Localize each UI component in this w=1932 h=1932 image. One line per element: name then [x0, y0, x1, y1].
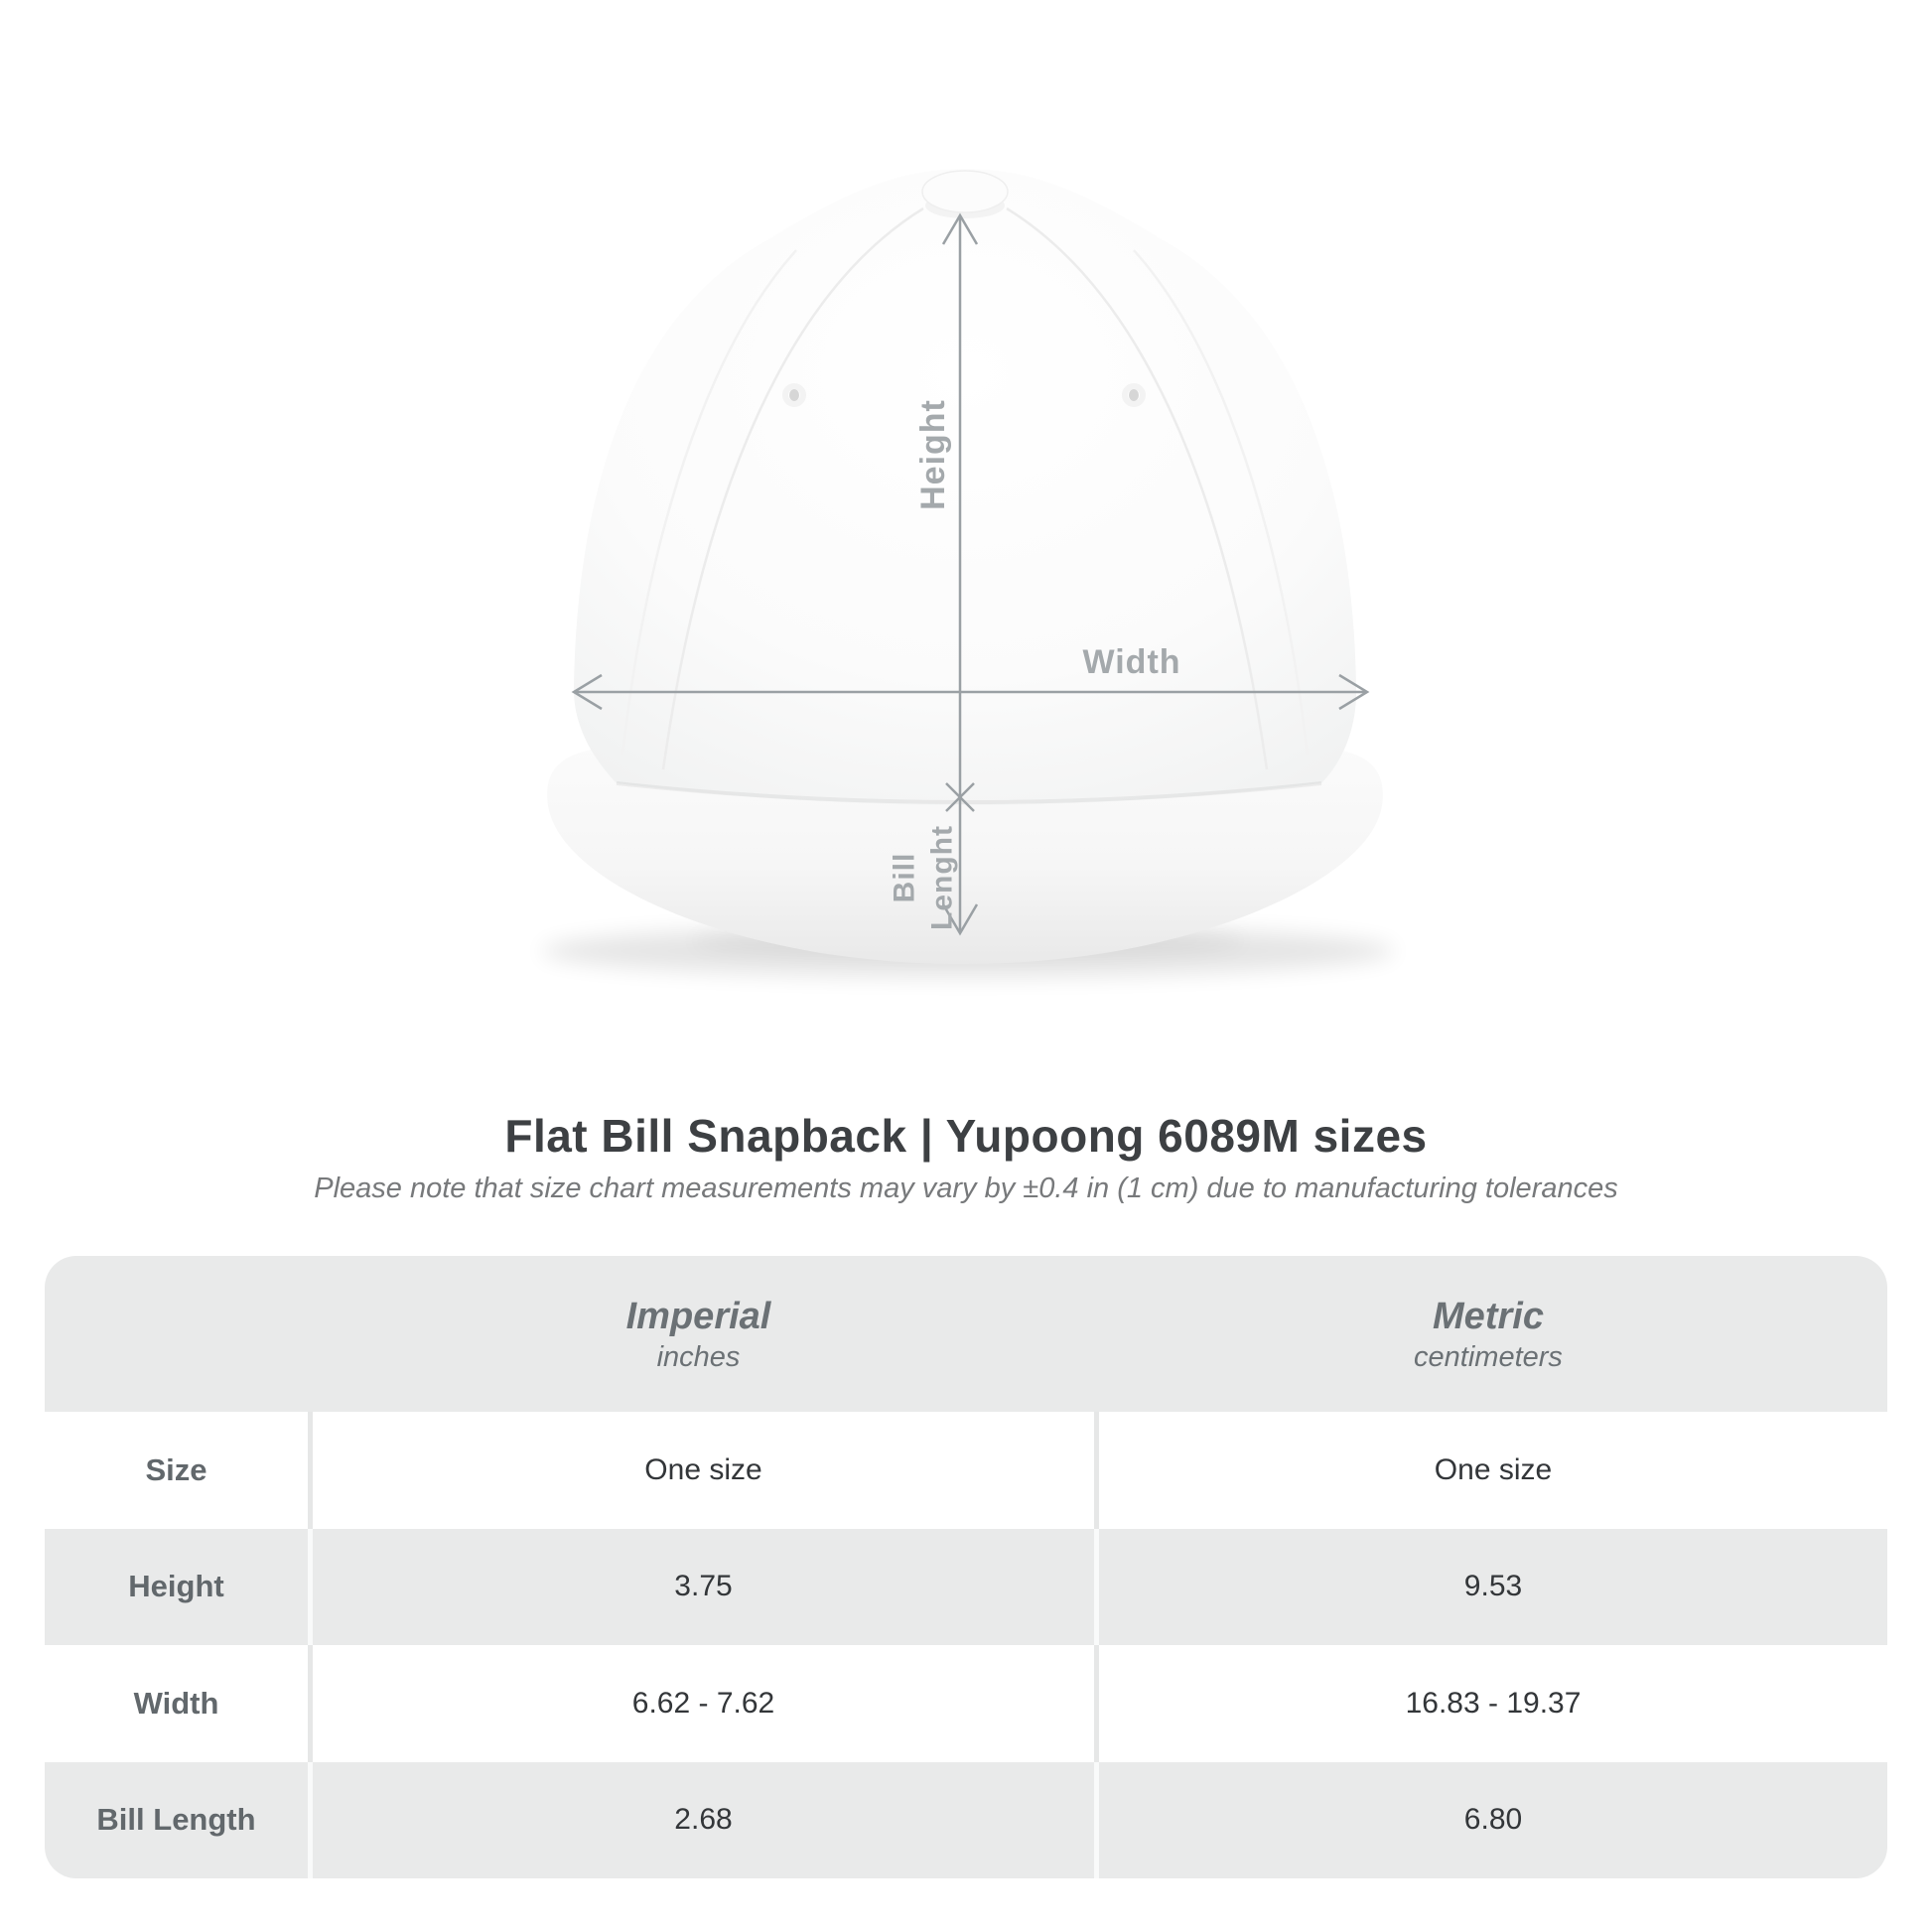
cell-width-metric: 16.83 - 19.37	[1405, 1686, 1582, 1720]
cell-bill-length-imperial: 2.68	[313, 1762, 1099, 1879]
cell-size-metric: One size	[1434, 1452, 1553, 1486]
page-title: Flat Bill Snapback | Yupoong 6089M sizes	[504, 1110, 1428, 1162]
row-label: Height	[45, 1529, 313, 1646]
column-header-imperial	[308, 1256, 1089, 1412]
metric-unit-label: centimeters	[1414, 1340, 1563, 1373]
title-block	[0, 1110, 1932, 1205]
bill-length-measure-label-line2: Lenght	[925, 825, 959, 930]
imperial-label: Imperial	[625, 1295, 771, 1337]
cell-width-imperial: 6.62 - 7.62	[313, 1645, 1099, 1762]
column-header-metric	[1089, 1256, 1887, 1412]
header-spacer	[45, 1256, 308, 1412]
eyelet-left	[785, 386, 803, 404]
imperial-unit-label: inches	[656, 1340, 741, 1373]
bill-length-measure-label-line1: Bill	[888, 852, 921, 903]
height-measure-label: Height	[914, 399, 952, 510]
table-row-bill-length	[45, 1762, 1887, 1879]
eyelet-right	[1125, 386, 1143, 404]
cell-size-imperial: One size	[313, 1412, 1099, 1529]
table-row-width	[45, 1645, 1887, 1762]
hat-top-button	[922, 171, 1008, 218]
width-measure-label: Width	[1082, 643, 1181, 681]
table-header	[45, 1256, 1887, 1412]
row-label: Bill Length	[45, 1762, 313, 1879]
metric-label: Metric	[1433, 1295, 1544, 1337]
tolerance-note: Please note that size chart measurements may vary by ±0.4 in (1 cm) due to manufacturing tolerances	[314, 1173, 1618, 1204]
size-chart-table	[45, 1256, 1887, 1878]
row-label: Size	[45, 1412, 313, 1529]
table-row-height	[45, 1529, 1887, 1646]
cell-height-imperial: 3.75	[313, 1529, 1099, 1646]
table-row-size	[45, 1412, 1887, 1529]
hat-crown	[574, 169, 1356, 805]
table-body	[45, 1412, 1887, 1878]
row-label: Width	[45, 1645, 313, 1762]
cell-bill-length-metric: 6.80	[1463, 1803, 1523, 1837]
cell-height-metric: 9.53	[1463, 1570, 1523, 1603]
